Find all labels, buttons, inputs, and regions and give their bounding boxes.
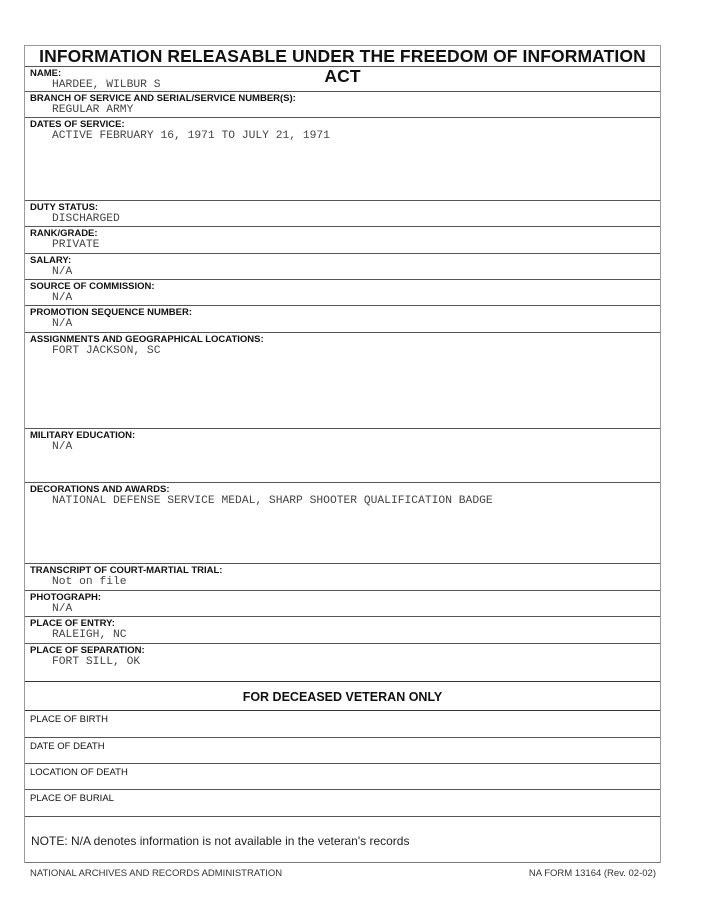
field-label: DATES OF SERVICE:	[30, 119, 125, 130]
field-court-martial	[25, 564, 660, 591]
field-label: PLACE OF ENTRY:	[30, 618, 115, 629]
field-label: TRANSCRIPT OF COURT-MARTIAL TRIAL:	[30, 565, 223, 576]
deceased-veteran-heading: FOR DECEASED VETERAN ONLY	[25, 681, 660, 711]
field-salary	[25, 254, 660, 280]
field-label: NAME:	[30, 68, 62, 79]
field-promotion-sequence	[25, 306, 660, 333]
field-label: DUTY STATUS:	[30, 202, 99, 213]
field-branch	[25, 92, 660, 118]
field-value: N/A	[52, 318, 73, 330]
form-title: INFORMATION RELEASABLE UNDER THE FREEDOM OF INFORMATION ACT	[25, 46, 660, 67]
field-value: HARDEE, WILBUR S	[52, 79, 161, 91]
field-value: ACTIVE FEBRUARY 16, 1971 TO JULY 21, 1971	[52, 130, 330, 142]
field-value: PRIVATE	[52, 239, 100, 251]
field-label: DATE OF DEATH	[30, 741, 105, 752]
field-value: N/A	[52, 441, 73, 453]
field-value: N/A	[52, 292, 73, 304]
field-value: FORT SILL, OK	[52, 656, 141, 668]
field-military-education	[25, 429, 660, 483]
field-value: RALEIGH, NC	[52, 629, 127, 641]
field-place-of-burial	[25, 790, 660, 817]
field-label: RANK/GRADE:	[30, 228, 98, 239]
foia-form	[24, 45, 661, 863]
field-value: NATIONAL DEFENSE SERVICE MEDAL, SHARP SHOOTER QUALIFICATION BADGE	[52, 495, 493, 507]
field-place-of-separation	[25, 644, 660, 681]
field-label: SOURCE OF COMMISSION:	[30, 281, 155, 292]
field-place-of-birth	[25, 711, 660, 738]
field-label: DECORATIONS AND AWARDS:	[30, 484, 170, 495]
field-location-of-death	[25, 764, 660, 790]
field-label: ASSIGNMENTS AND GEOGRAPHICAL LOCATIONS:	[30, 334, 264, 345]
field-date-of-death	[25, 738, 660, 764]
field-label: SALARY:	[30, 255, 72, 266]
field-label: MILITARY EDUCATION:	[30, 430, 136, 441]
field-decorations-awards	[25, 483, 660, 564]
field-value: Not on file	[52, 576, 127, 588]
field-assignments	[25, 333, 660, 429]
form-footer	[30, 868, 656, 879]
field-label: PLACE OF BURIAL	[30, 793, 114, 804]
field-label: PHOTOGRAPH:	[30, 592, 102, 603]
field-value: DISCHARGED	[52, 213, 120, 225]
field-label: BRANCH OF SERVICE AND SERIAL/SERVICE NUMBER(S):	[30, 93, 296, 104]
field-duty-status	[25, 201, 660, 227]
field-value: N/A	[52, 266, 73, 278]
field-place-of-entry	[25, 617, 660, 644]
field-value: FORT JACKSON, SC	[52, 345, 161, 357]
field-label: PLACE OF SEPARATION:	[30, 645, 145, 656]
field-source-of-commission	[25, 280, 660, 306]
field-photograph	[25, 591, 660, 617]
form-number: NA FORM 13164 (Rev. 02-02)	[528, 868, 656, 879]
field-label: PROMOTION SEQUENCE NUMBER:	[30, 307, 193, 318]
field-dates-of-service	[25, 118, 660, 201]
field-label: LOCATION OF DEATH	[30, 767, 128, 778]
field-value: N/A	[52, 603, 73, 615]
agency-name: NATIONAL ARCHIVES AND RECORDS ADMINISTRATION	[30, 868, 283, 879]
field-label: PLACE OF BIRTH	[30, 714, 108, 725]
field-value: REGULAR ARMY	[52, 104, 134, 116]
field-rank-grade	[25, 227, 660, 254]
field-name	[25, 67, 660, 92]
na-note: NOTE: N/A denotes information is not available in the veteran's records	[25, 817, 660, 863]
